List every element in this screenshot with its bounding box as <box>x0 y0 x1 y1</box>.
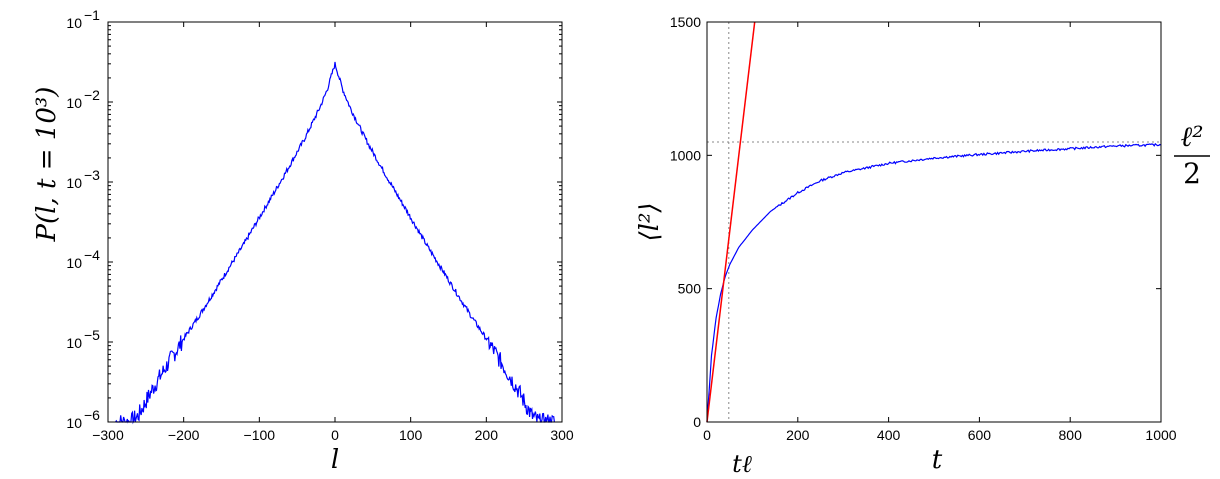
right-series-blue-line <box>707 144 1161 422</box>
right-x-tick-label: 800 <box>1058 427 1082 443</box>
right-y-tick-label: 500 <box>677 280 701 297</box>
left-y-tick-label: 10 <box>66 415 82 431</box>
plateau-label <box>1174 120 1210 190</box>
right-y-tick-label: 0 <box>693 414 701 430</box>
left-x-tick-label: −200 <box>167 427 200 443</box>
right-x-tick-label: 1000 <box>1145 427 1177 443</box>
right-chart <box>635 14 1210 478</box>
right-plot-frame <box>707 22 1161 422</box>
right-series-red-line <box>707 22 755 422</box>
left-plot-frame <box>108 22 562 422</box>
left-x-tick-label: 300 <box>550 427 574 443</box>
right-x-tick-label: 200 <box>786 427 810 443</box>
right-y-tick-label: 1500 <box>669 14 701 30</box>
left-x-tick-label: −300 <box>92 427 124 443</box>
left-y-tick-label: 10 <box>66 95 82 111</box>
right-y-tick-label: 1000 <box>669 147 701 164</box>
left-xlabel: l <box>330 445 340 475</box>
left-chart <box>32 7 574 475</box>
left-x-tick-label: 200 <box>474 427 499 443</box>
left-y-tick-exponent: −2 <box>84 87 100 103</box>
left-x-tick-label: −100 <box>243 427 276 443</box>
right-xlabel: t <box>931 445 943 475</box>
left-x-tick-label: 100 <box>398 427 423 443</box>
left-x-tick-label: 0 <box>331 427 339 443</box>
left-y-tick-exponent: −5 <box>84 327 100 343</box>
t-ell-label: tℓ <box>732 450 752 478</box>
left-y-tick-label: 10 <box>66 255 82 271</box>
left-series-line <box>116 62 555 422</box>
left-axis-ticks <box>66 7 573 443</box>
left-y-tick-exponent: −1 <box>84 7 100 23</box>
left-y-tick-exponent: −6 <box>84 407 100 423</box>
left-y-tick-exponent: −3 <box>84 167 100 183</box>
plateau-label-numerator: ℓ² <box>1180 120 1204 153</box>
right-ylabel: ⟨l²⟩ <box>635 202 665 242</box>
left-y-tick-exponent: −4 <box>84 247 100 263</box>
right-x-tick-label: 0 <box>703 427 711 443</box>
right-x-tick-label: 600 <box>967 427 992 443</box>
left-y-tick-label: 10 <box>66 15 82 31</box>
right-x-tick-label: 400 <box>876 427 901 443</box>
right-axis-ticks <box>670 14 1177 443</box>
left-y-tick-label: 10 <box>66 175 82 191</box>
plateau-label-denominator: 2 <box>1183 157 1201 190</box>
left-ylabel: P(l, t = 10³) <box>32 86 62 242</box>
left-y-tick-label: 10 <box>66 335 82 351</box>
